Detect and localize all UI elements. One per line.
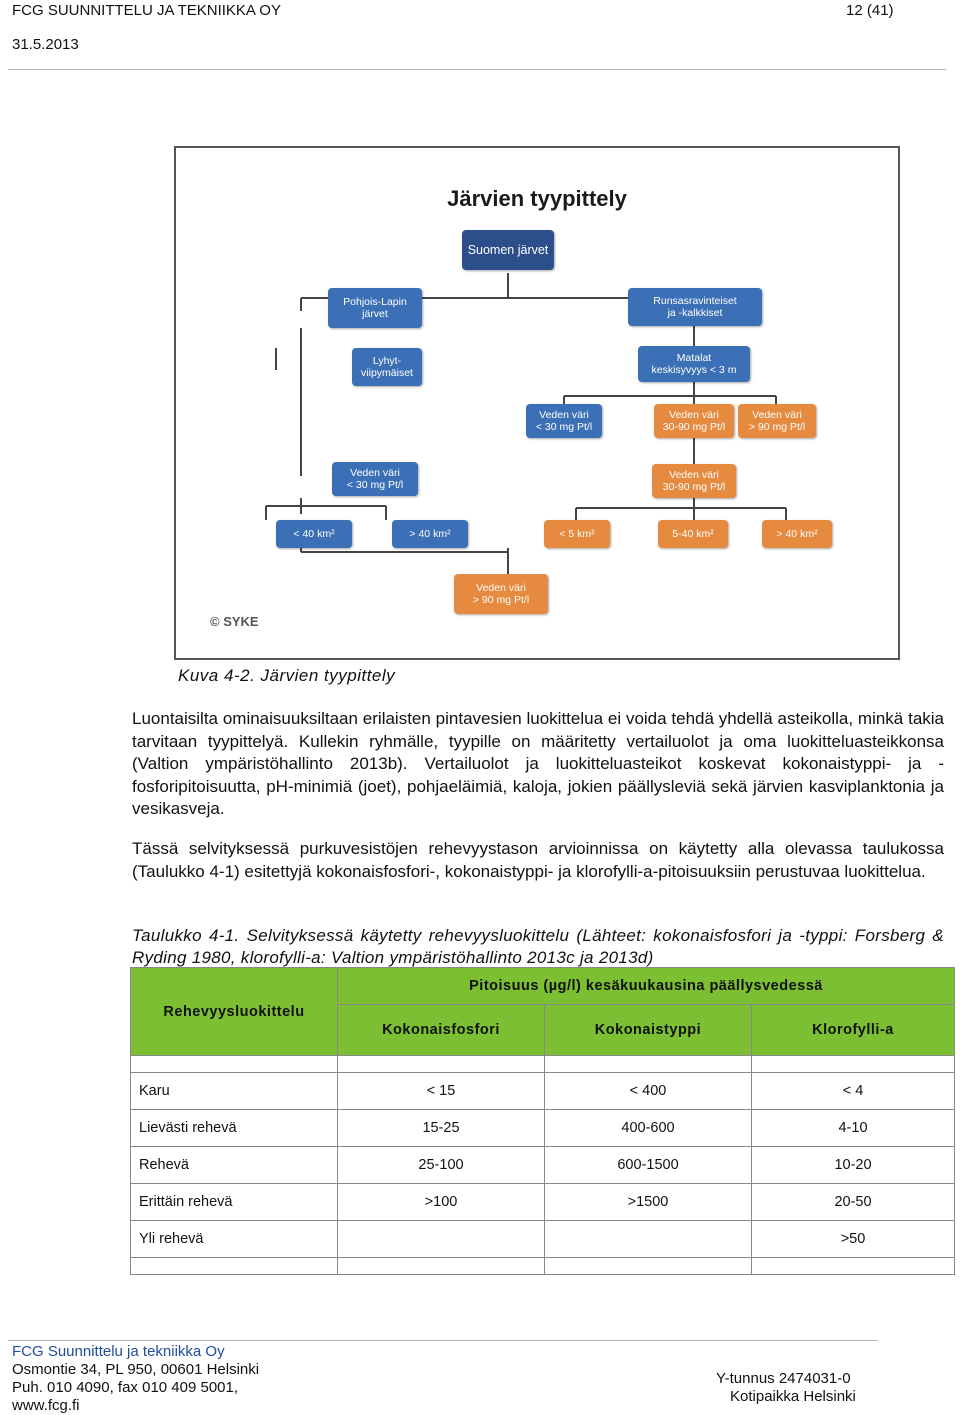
box-northern-lapland: Pohjois-Lapin järvet bbox=[328, 288, 422, 328]
box-nutrient-rich: Runsasravinteiset ja -kalkkiset bbox=[628, 288, 762, 326]
footer-divider bbox=[8, 1340, 878, 1341]
box-root: Suomen järvet bbox=[462, 230, 554, 270]
header-company: FCG SUUNNITTELU JA TEKNIIKKA OY bbox=[12, 2, 281, 19]
figure-title: Järvien tyypittely bbox=[447, 186, 627, 211]
footer-ytunnus: Y-tunnus 2474031-0 bbox=[716, 1370, 851, 1387]
footer-company: FCG Suunnittelu ja tekniikka Oy bbox=[12, 1343, 225, 1360]
footer-kotipaikka: Kotipaikka Helsinki bbox=[730, 1388, 856, 1405]
col-header-chlorophyll: Klorofylli-a bbox=[752, 1005, 955, 1056]
box-size-lt40-a: < 40 km² bbox=[276, 520, 352, 548]
figure-caption: Kuva 4-2. Järvien tyypittely bbox=[178, 666, 396, 685]
box-size-gt40-b: > 40 km² bbox=[762, 520, 832, 548]
header-divider bbox=[8, 69, 946, 70]
trophic-classification-table bbox=[130, 967, 955, 1275]
table-row: Lievästi rehevä 15-25 400-600 4-10 bbox=[131, 1110, 955, 1147]
box-short-retention: Lyhyt- viipymäiset bbox=[352, 348, 422, 386]
footer-phone: Puh. 010 4090, fax 010 409 5001, bbox=[12, 1379, 239, 1396]
box-colour-gt90-right: Veden väri > 90 mg Pt/l bbox=[738, 404, 816, 438]
lake-typology-figure bbox=[174, 146, 900, 660]
col-header-nitrogen: Kokonaistyppi bbox=[545, 1005, 752, 1056]
table-row: Rehevä 25-100 600-1500 10-20 bbox=[131, 1147, 955, 1184]
page-number: 12 (41) bbox=[846, 2, 894, 19]
box-size-lt5: < 5 km² bbox=[544, 520, 610, 548]
table-caption: Taulukko 4-1. Selvityksessä käytetty rehevyysluokittelu (Lähteet: kokonaisfosfori ja -typpi: Forsberg & Ryding 1980, klorofylli-a: Valtion ympäristöhallinto 2013c ja 2013d) bbox=[132, 926, 944, 967]
copyright-syke: © SYKE bbox=[210, 614, 259, 629]
footer-web: www.fcg.fi bbox=[12, 1397, 80, 1414]
table-row: Erittäin rehevä >100 >1500 20-50 bbox=[131, 1184, 955, 1221]
col-header-group: Pitoisuus (µg/l) kesäkuukausina päällysvedessä bbox=[338, 968, 955, 1005]
header-date: 31.5.2013 bbox=[12, 36, 79, 53]
box-colour-lt30-right: Veden väri < 30 mg Pt/l bbox=[526, 404, 602, 438]
box-size-5-40: 5-40 km² bbox=[658, 520, 728, 548]
table-row: Yli rehevä >50 bbox=[131, 1221, 955, 1258]
table-row: Karu < 15 < 400 < 4 bbox=[131, 1073, 955, 1110]
box-colour-lt30-left: Veden väri < 30 mg Pt/l bbox=[332, 462, 418, 496]
box-shallow: Matalat keskisyvyys < 3 m bbox=[638, 346, 750, 382]
paragraph-2: Tässä selvityksessä purkuvesistöjen rehevyystason arvioinnissa on käytetty alla olevassa taulukossa (Taulukko 4-1) esitettyjä kokonaisfosfori-, kokonaistyppi- ja klorofylli-a-pitoisuuksiin perustuvaa luokittelua. bbox=[132, 839, 944, 881]
box-size-gt40-a: > 40 km² bbox=[392, 520, 468, 548]
box-colour-30-90-left: Veden väri 30-90 mg Pt/l bbox=[652, 464, 736, 498]
box-colour-30-90-right: Veden väri 30-90 mg Pt/l bbox=[654, 404, 734, 438]
footer-address: Osmontie 34, PL 950, 00601 Helsinki bbox=[12, 1361, 260, 1378]
paragraph-1: Luontaisilta ominaisuuksiltaan erilaisten pintavesien luokittelua ei voida tehdä yhdellä asteikolla, minkä takia tarvitaan tyypittelyä. Kullekin ryhmälle, tyypille on määritetty vertailuolot ja oma luokitteluasteikkonsa (Valtion ympäristöhallinto 2013b). Vertailuolot ja luokitteluasteikot koskevat kokonaistyppi- ja -fosforipitoisuutta, pH-minimiä (joet), pohjaeläimiä, kaloja, jokien päällysleviä sekä järvien kasviplanktonia ja vesikasveja. bbox=[132, 709, 944, 818]
col-header-class: Rehevyysluokittelu bbox=[131, 968, 338, 1056]
col-header-phosphorus: Kokonaisfosfori bbox=[338, 1005, 545, 1056]
box-colour-gt90-bottom: Veden väri > 90 mg Pt/l bbox=[454, 574, 548, 614]
